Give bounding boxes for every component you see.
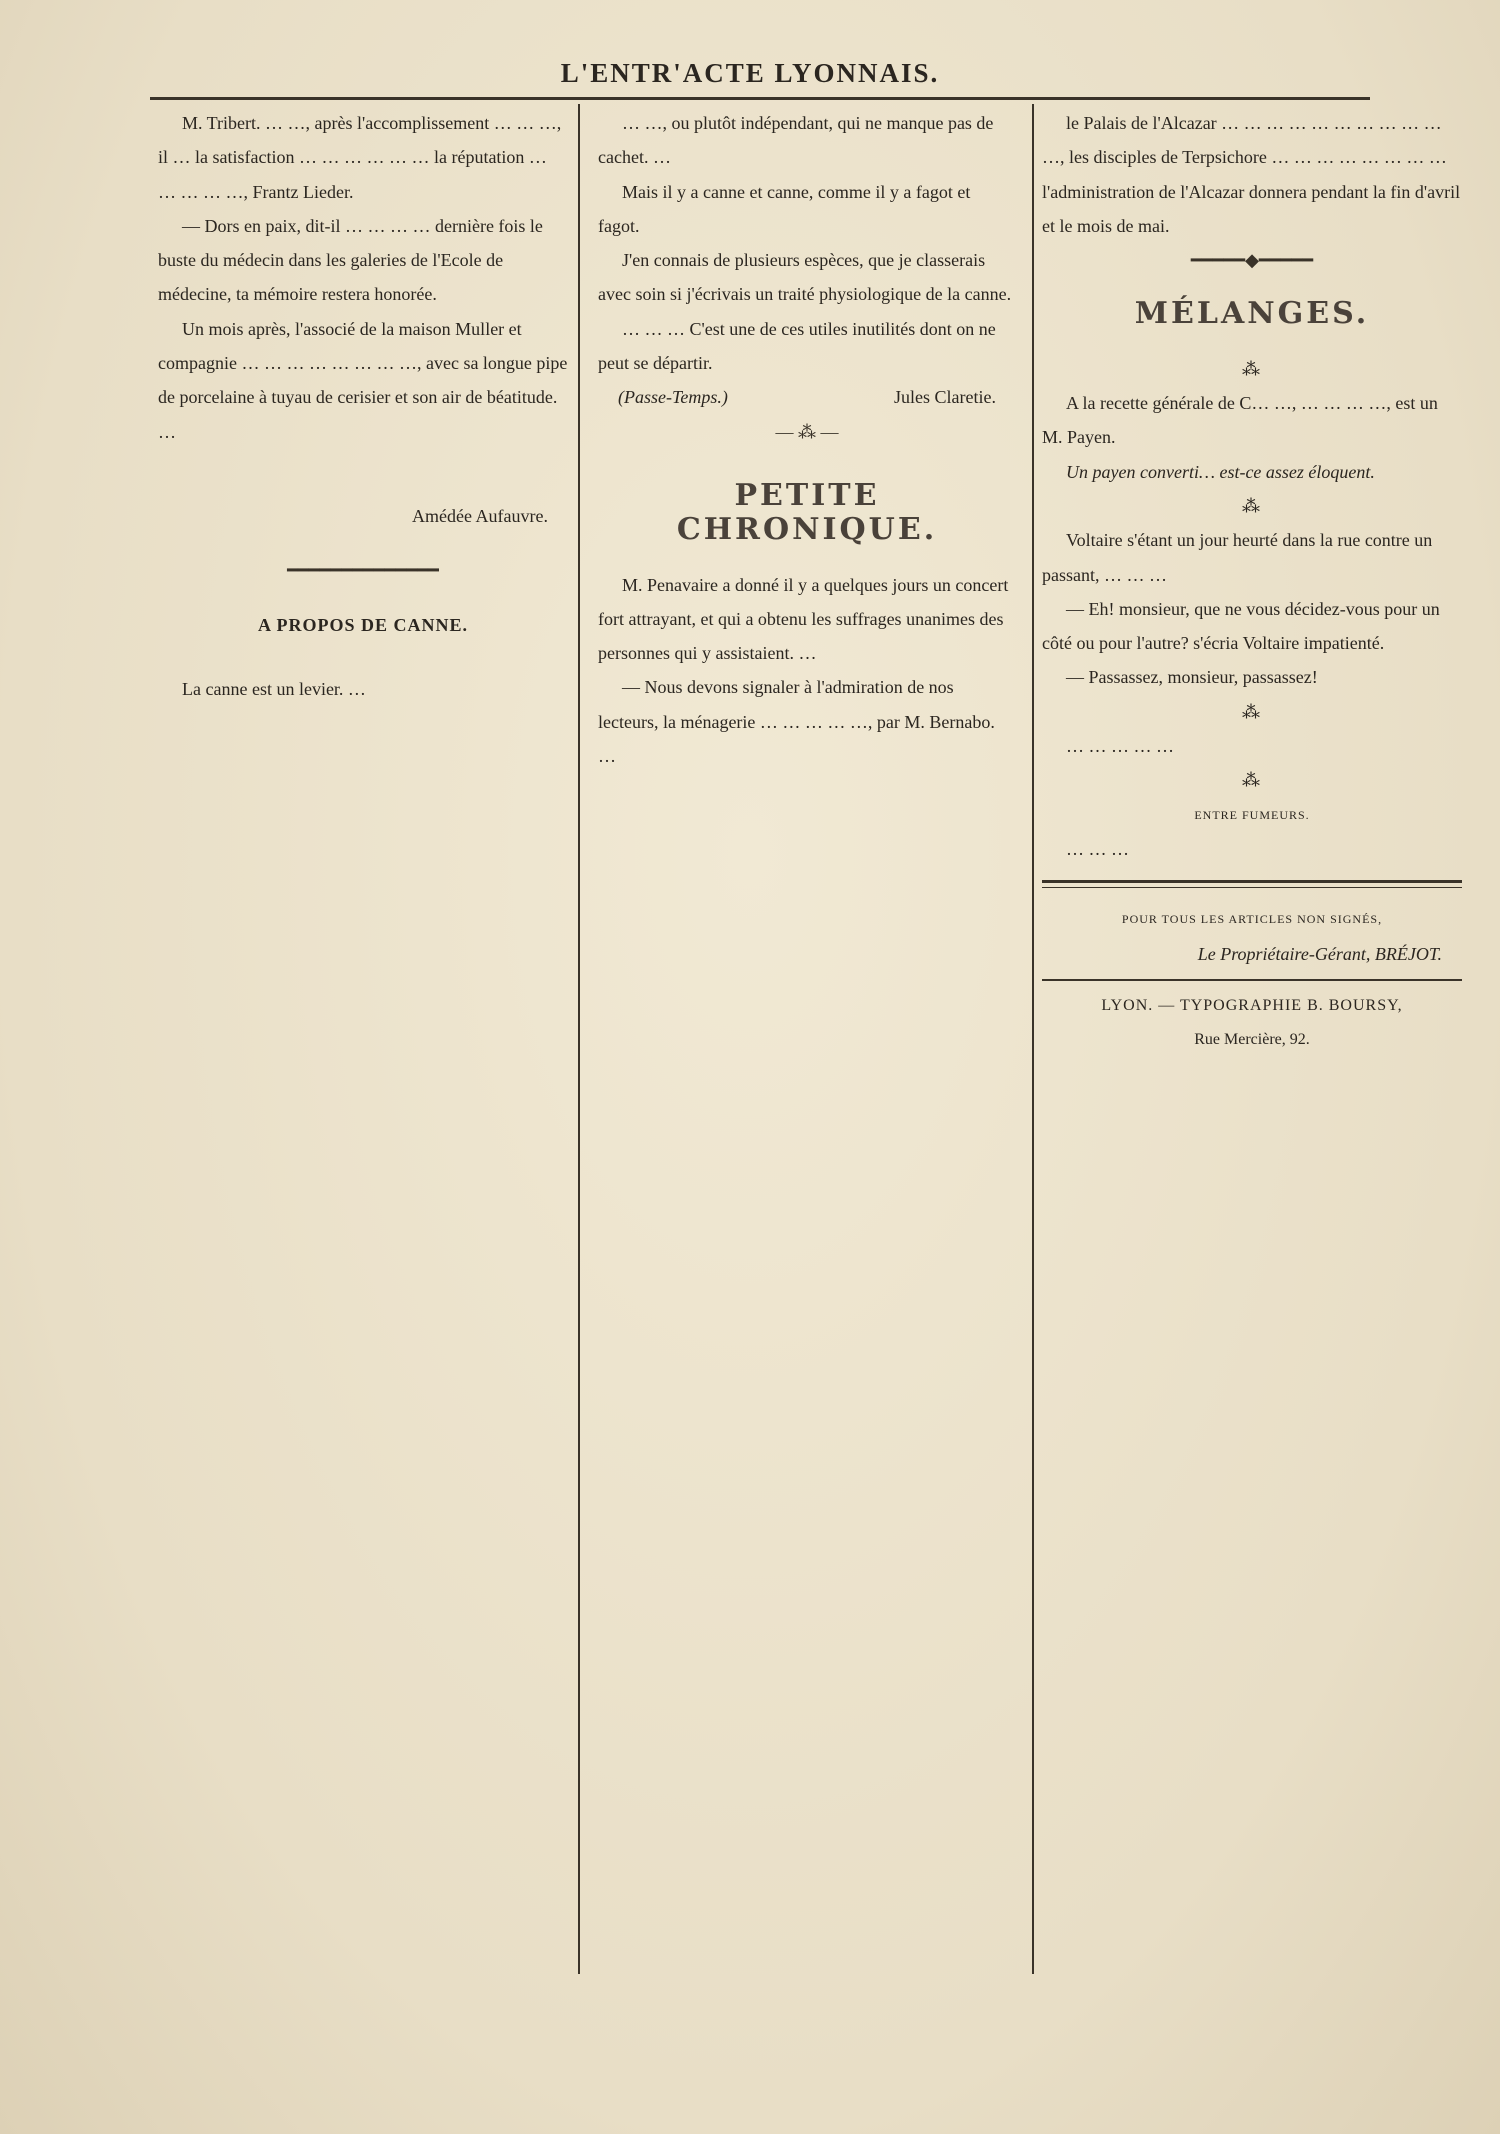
printer-address: Rue Mercière, 92. — [1194, 1031, 1310, 1049]
article-paragraph: — Eh! monsieur, que ne vous décidez-vous pour un côté ou pour l'autre? s'écria Voltaire impatienté. — [1042, 598, 1440, 654]
section-heading: MÉLANGES. — [1134, 296, 1370, 332]
asterism: ⁂ — [1242, 495, 1262, 516]
column-2 — [598, 106, 1016, 773]
asterism: ⁂ — [1242, 358, 1262, 379]
article-paragraph: J'en connais de plusieurs espèces, que je classerais avec soin si j'écrivais un traité physiologique de la canne. — [598, 250, 1012, 305]
spacer — [158, 449, 568, 499]
article-paragraph: M. Tribert. … …, après l'accomplissement … … …, il … la satisfaction … … … … … … la réputation … … … … …, Frantz Lieder. — [158, 113, 562, 202]
publisher-signature: Le Propriétaire-Gérant, BRÉJOT. — [1197, 943, 1442, 964]
author-signature: Amédée Aufauvre. — [412, 505, 548, 526]
article-paragraph: La canne est un levier. … — [182, 678, 366, 699]
article-paragraph: A la recette générale de C… …, … … … …, est un M. Payen. — [1042, 393, 1438, 448]
masthead: L'ENTR'ACTE LYONNAIS. — [560, 58, 940, 88]
section-heading: A PROPOS DE CANNE. — [257, 614, 468, 635]
separator-ornament: ━━━━━◆━━━━━ — [1190, 250, 1314, 271]
article-paragraph: le Palais de l'Alcazar … … … … … … … … … … …, les disciples de Terpsichore … … … … … … … … l'administration de l'Alcazar donnera pendant la fin d'avril et le mois de mai. — [1042, 113, 1461, 236]
column-divider — [578, 104, 580, 1974]
column-divider — [1032, 104, 1034, 1974]
column-1 — [158, 106, 568, 706]
article-paragraph: Mais il y a canne et canne, comme il y a fagot et fagot. — [598, 181, 971, 236]
article-paragraph: … … … … … — [1066, 736, 1174, 757]
separator-ornament: ━━━━━━━━━━━━━━ — [287, 560, 439, 581]
article-paragraph: … …, ou plutôt indépendant, qui ne manque pas de cachet. … — [598, 113, 994, 168]
separator-ornament: — ⁂ — — [775, 421, 839, 442]
section-heading: PETITE CHRONIQUE. — [676, 477, 938, 548]
double-rule — [1042, 887, 1462, 888]
asterism: ⁂ — [1242, 770, 1262, 791]
subheading: ENTRE FUMEURS. — [1194, 807, 1310, 822]
printer-name: LYON. — TYPOGRAPHIE B. BOURSY, — [1101, 996, 1403, 1014]
article-paragraph: Voltaire s'étant un jour heurté dans la rue contre un passant, … … … — [1042, 530, 1433, 585]
asterism: ⁂ — [1242, 701, 1262, 722]
masthead-rule — [150, 97, 1370, 100]
article-paragraph: Un mois après, l'associé de la maison Muller et compagnie … … … … … … … …, avec sa longue pipe de porcelaine à tuyau de cerisier et son air de béatitude. … — [158, 318, 568, 442]
article-paragraph: … … … — [1066, 838, 1129, 859]
article-paragraph: — Dors en paix, dit-il … … … … dernière fois le buste du médecin dans les galeries de l'Ecole de médecine, ta mémoire restera honorée. — [158, 215, 543, 305]
article-paragraph: M. Penavaire a donné il y a quelques jours un concert fort attrayant, et qui a obtenu les suffrages unanimes des personnes qui y assistaient. … — [598, 574, 1009, 664]
source-citation: (Passe-Temps.) — [618, 387, 728, 408]
article-paragraph: — Nous devons signaler à l'admiration de nos lecteurs, la ménagerie … … … … …, par M. Bernabo. … — [598, 677, 995, 767]
double-rule — [1042, 880, 1462, 883]
column-3 — [1042, 106, 1462, 1057]
imprint-note: POUR TOUS LES ARTICLES NON SIGNÉS, — [1121, 912, 1383, 927]
article-paragraph: Un payen converti… est-ce assez éloquent. — [1066, 461, 1375, 482]
article-paragraph: … … … C'est une de ces utiles inutilités dont on ne peut se départir. — [598, 318, 996, 374]
imprint-rule — [1042, 979, 1462, 981]
attribution-line — [598, 380, 1016, 414]
author-signature: Jules Claretie. — [894, 387, 996, 408]
article-paragraph: — Passassez, monsieur, passassez! — [1066, 667, 1318, 688]
